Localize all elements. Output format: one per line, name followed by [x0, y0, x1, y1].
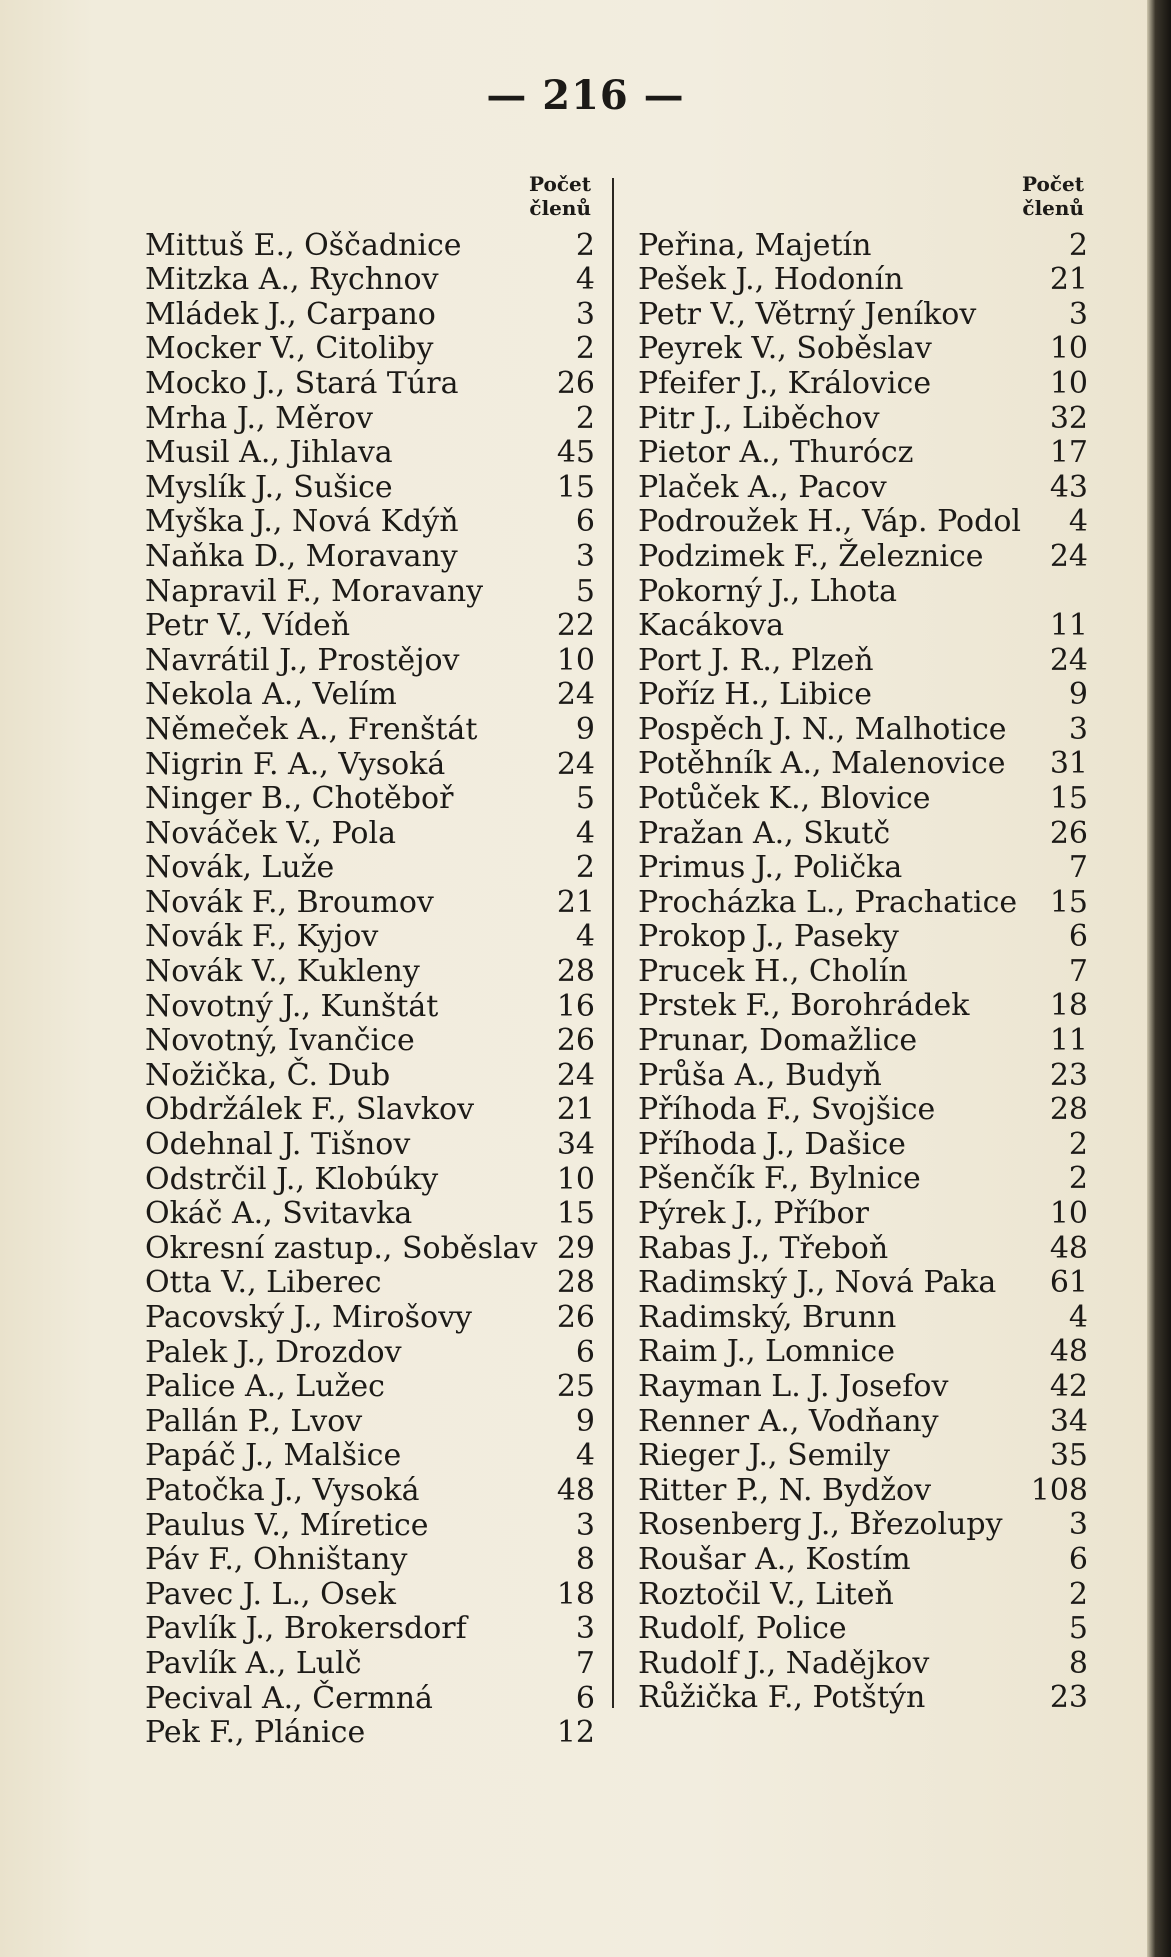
list-item: [638, 1577, 1088, 1612]
list-item: [145, 1266, 595, 1301]
member-name: Potěhník A., Malenovice: [638, 746, 1006, 782]
member-name: Radimský, Brunn: [638, 1299, 897, 1335]
member-count: 4: [575, 919, 595, 955]
member-name: Rosenberg J., Březolupy: [638, 1507, 1003, 1543]
member-name: Pacovský J., Mirošovy: [145, 1300, 472, 1335]
list-item: [638, 574, 1088, 643]
member-count: 7: [1068, 850, 1088, 886]
member-name: Rieger J., Semily: [638, 1438, 890, 1474]
member-name: Odehnal J. Tišnov: [145, 1127, 411, 1163]
list-item: [638, 366, 1088, 401]
list-item: [145, 436, 595, 471]
member-count: 23: [1049, 1057, 1088, 1093]
list-item: [638, 505, 1088, 540]
list-item: [638, 1612, 1088, 1647]
list-item: [145, 1093, 595, 1128]
member-name: Mocko J., Stará Túra: [145, 365, 459, 401]
member-count: 6: [575, 1680, 595, 1716]
member-name: Pek F., Plánice: [145, 1715, 366, 1751]
member-name: Páv F., Ohništany: [145, 1542, 408, 1578]
member-name: Musil A., Jihlava: [145, 435, 393, 471]
member-count: 15: [1049, 884, 1088, 920]
list-item: [638, 851, 1088, 886]
column-header-right: [638, 172, 1088, 228]
list-item: [145, 1473, 595, 1508]
member-name: Palice A., Lužec: [145, 1369, 385, 1405]
list-item: [638, 1093, 1088, 1128]
member-count: 2: [1068, 1126, 1088, 1162]
list-item: [638, 1023, 1088, 1058]
member-name: Peyrek V., Soběslav: [638, 331, 932, 367]
book-edge: [1147, 0, 1171, 1957]
member-count: 4: [575, 262, 595, 298]
member-name: Mládek J., Carpano: [145, 296, 436, 332]
list-item: [638, 1646, 1088, 1681]
list-item: [638, 228, 1088, 263]
list-item: [145, 1612, 595, 1647]
member-name: Růžička F., Potštýn: [638, 1680, 926, 1716]
member-name: Pokorný J., Lhota Kacákova: [638, 573, 897, 643]
member-count: 24: [556, 1057, 595, 1093]
member-name: Rayman L. J. Josefov: [638, 1369, 949, 1404]
list-item: [145, 263, 595, 298]
member-count: 8: [1068, 1645, 1088, 1681]
member-count: 45: [556, 435, 595, 471]
list-item: [145, 1508, 595, 1543]
list-item: [638, 1508, 1088, 1543]
member-count: 15: [556, 1196, 595, 1232]
member-count: 5: [575, 573, 595, 609]
member-count: 18: [1049, 988, 1088, 1024]
member-count: 28: [1049, 1092, 1088, 1128]
list-item: [638, 1681, 1088, 1716]
member-name: Petr V., Vídeň: [145, 608, 351, 644]
member-count: 22: [556, 608, 595, 644]
member-name: Papáč J., Malšice: [145, 1438, 402, 1474]
list-item: [145, 816, 595, 851]
member-name: Plaček A., Pacov: [638, 469, 887, 505]
member-name: Roztočil V., Liteň: [638, 1576, 894, 1612]
list-item: [638, 401, 1088, 436]
list-item: [638, 781, 1088, 816]
list-item: [145, 366, 595, 401]
member-count: 18: [556, 1576, 595, 1612]
member-name: Němeček A., Frenštát: [145, 711, 478, 747]
member-name: Procházka L., Prachatice: [638, 884, 1018, 920]
member-count: 4: [1068, 504, 1088, 540]
member-name: Radimský J., Nová Paka: [638, 1265, 997, 1301]
member-name: Pecival A., Čermná: [145, 1680, 433, 1716]
member-name: Podroužek H., Váp. Podol: [638, 504, 1021, 540]
member-count: 4: [575, 1438, 595, 1474]
member-name: Myslík J., Sušice: [145, 469, 393, 505]
list-item: [638, 297, 1088, 332]
member-count: 21: [1049, 262, 1088, 298]
member-name: Palek J., Drozdov: [145, 1334, 402, 1370]
member-count: 28: [556, 954, 595, 990]
member-count: 3: [1068, 711, 1088, 747]
list-item: [638, 1439, 1088, 1474]
member-name: Obdržálek F., Slavkov: [145, 1092, 475, 1128]
member-count: 17: [1049, 435, 1088, 471]
member-name: Novák F., Broumov: [145, 884, 434, 920]
list-item: [638, 470, 1088, 505]
member-count: 8: [575, 1542, 595, 1578]
member-name: Roušar A., Kostím: [638, 1541, 911, 1577]
member-name: Okresní zastup., Soběslav: [145, 1230, 538, 1266]
header-line2: členů: [1022, 196, 1084, 220]
member-count: 10: [556, 1161, 595, 1197]
member-count: 10: [1049, 331, 1088, 367]
member-name: Myška J., Nová Kdýň: [145, 504, 459, 540]
member-count: 12: [556, 1715, 595, 1751]
list-item: [638, 1127, 1088, 1162]
list-item: [145, 574, 595, 609]
member-count: 23: [1049, 1680, 1088, 1716]
list-item: [145, 539, 595, 574]
member-count: 6: [1068, 1541, 1088, 1577]
list-item: [638, 1369, 1088, 1404]
member-count: 9: [575, 1403, 595, 1439]
list-item: [638, 712, 1088, 747]
member-count: 29: [556, 1230, 595, 1266]
list-item: [638, 678, 1088, 713]
member-count: 9: [575, 711, 595, 747]
list-item: [638, 1058, 1088, 1093]
member-name: Prokop J., Paseky: [638, 919, 899, 955]
list-item: [145, 609, 595, 644]
member-count: 6: [1068, 919, 1088, 955]
member-name: Renner A., Vodňany: [638, 1403, 939, 1439]
member-count: 48: [556, 1472, 595, 1508]
member-name: Prucek H., Cholín: [638, 953, 908, 989]
member-count: 3: [1068, 296, 1088, 332]
member-count: 7: [1068, 953, 1088, 989]
list-item: [638, 643, 1088, 678]
list-item: [145, 747, 595, 782]
member-count: 35: [1049, 1438, 1088, 1474]
member-count: 108: [1030, 1472, 1088, 1508]
member-count: 5: [1068, 1611, 1088, 1647]
member-name: Okáč A., Svitavka: [145, 1196, 413, 1232]
page-number: — 216 —: [486, 72, 685, 119]
list-item: [145, 989, 595, 1024]
list-item: [145, 1197, 595, 1232]
member-count: 26: [556, 1023, 595, 1059]
member-name: Paulus V., Míretice: [145, 1507, 429, 1543]
list-item: [638, 1473, 1088, 1508]
member-count: 15: [556, 469, 595, 505]
member-count: 5: [575, 781, 595, 817]
member-name: Nekola A., Velím: [145, 677, 397, 713]
member-name: Napravil F., Moravany: [145, 573, 484, 609]
list-item: [145, 678, 595, 713]
member-count: 32: [1049, 400, 1088, 436]
member-name: Pfeifer J., Královice: [638, 365, 932, 401]
header-line1: Počet: [529, 172, 591, 196]
list-item: [638, 1300, 1088, 1335]
header-line2: členů: [529, 196, 591, 220]
member-name: Potůček K., Blovice: [638, 780, 931, 816]
member-count: 11: [1049, 607, 1088, 643]
member-name: Odstrčil J., Klobúky: [145, 1161, 439, 1197]
member-count: 34: [556, 1127, 595, 1163]
member-name: Pospěch J. N., Malhotice: [638, 711, 1007, 747]
member-count: 34: [1049, 1403, 1088, 1439]
member-name: Mrha J., Měrov: [145, 400, 373, 436]
member-count: 7: [575, 1645, 595, 1681]
list-item: [638, 1404, 1088, 1439]
member-name: Pallán P., Lvov: [145, 1403, 363, 1439]
list-item: [145, 1127, 595, 1162]
member-count: 24: [556, 746, 595, 782]
list-item: [638, 1542, 1088, 1577]
list-item: [145, 1681, 595, 1716]
right-column: [638, 172, 1088, 1715]
member-count: 61: [1049, 1265, 1088, 1301]
member-count: 21: [556, 884, 595, 920]
list-item: [638, 989, 1088, 1024]
member-count: 6: [575, 1334, 595, 1370]
member-count: 3: [575, 1507, 595, 1543]
member-name: Mittuš E., Oščadnice: [145, 227, 462, 263]
member-name: Naňka D., Moravany: [145, 538, 458, 574]
list-item: [638, 539, 1088, 574]
member-name: Novotný J., Kunštát: [145, 988, 439, 1024]
member-count: 26: [1049, 815, 1088, 851]
member-count: 24: [556, 677, 595, 713]
member-count: 3: [575, 538, 595, 574]
member-name: Pražan A., Skutč: [638, 815, 891, 851]
member-name: Primus J., Polička: [638, 850, 903, 886]
member-count: 26: [556, 1300, 595, 1335]
member-name: Pýrek J., Příbor: [638, 1196, 869, 1232]
member-list-left: [145, 228, 595, 1750]
member-count: 3: [575, 1611, 595, 1647]
member-name: Rudolf, Police: [638, 1611, 847, 1647]
member-name: Novák F., Kyjov: [145, 919, 379, 955]
list-item: [145, 712, 595, 747]
member-count: 26: [556, 365, 595, 401]
list-item: [145, 920, 595, 955]
member-count: 43: [1049, 469, 1088, 505]
member-name: Prstek F., Borohrádek: [638, 988, 970, 1024]
list-item: [145, 885, 595, 920]
list-item: [638, 954, 1088, 989]
member-name: Petr V., Větrný Jeníkov: [638, 296, 977, 332]
member-name: Novotný, Ivančice: [145, 1023, 415, 1059]
member-count: 31: [1049, 746, 1088, 782]
member-count: 48: [1049, 1230, 1088, 1266]
member-name: Pavec J. L., Osek: [145, 1576, 396, 1612]
member-count: 2: [1068, 1161, 1088, 1197]
member-count: 2: [575, 850, 595, 886]
list-item: [145, 1404, 595, 1439]
member-name: Nožička, Č. Dub: [145, 1057, 391, 1093]
member-name: Pavlík J., Brokersdorf: [145, 1611, 467, 1647]
list-item: [638, 263, 1088, 298]
list-item: [638, 1266, 1088, 1301]
member-count: 10: [1049, 365, 1088, 401]
list-item: [145, 1370, 595, 1405]
list-item: [638, 1162, 1088, 1197]
member-name: Rabas J., Třeboň: [638, 1230, 889, 1266]
member-name: Nováček V., Pola: [145, 815, 396, 851]
list-item: [145, 332, 595, 367]
member-count: 3: [1068, 1507, 1088, 1543]
member-count: 11: [1049, 1023, 1088, 1059]
member-count: 2: [575, 400, 595, 436]
list-item: [145, 401, 595, 436]
member-count: 16: [556, 988, 595, 1024]
member-name: Pšenčík F., Bylnice: [638, 1161, 921, 1197]
list-item: [145, 1335, 595, 1370]
member-count: 21: [556, 1092, 595, 1128]
member-count: 2: [575, 227, 595, 263]
list-item: [638, 1196, 1088, 1231]
member-name: Navrátil J., Prostějov: [145, 642, 460, 678]
list-item: [145, 1058, 595, 1093]
member-count: 9: [1068, 677, 1088, 713]
member-name: Novák V., Kukleny: [145, 954, 420, 990]
member-name: Ninger B., Chotěboř: [145, 781, 454, 817]
member-name: Poříz H., Libice: [638, 677, 872, 713]
member-count: 24: [1049, 538, 1088, 574]
member-name: Novák, Luže: [145, 850, 335, 886]
member-name: Mitzka A., Rychnov: [145, 262, 439, 298]
member-count: 48: [1049, 1334, 1088, 1370]
member-name: Ritter P., N. Bydžov: [638, 1472, 932, 1508]
member-name: Prunar, Domažlice: [638, 1023, 918, 1059]
list-item: [145, 1716, 595, 1751]
member-count: 4: [575, 815, 595, 851]
list-item: [145, 505, 595, 540]
member-name: Pietor A., Thurócz: [638, 435, 914, 471]
list-item: [145, 954, 595, 989]
list-item: [145, 1439, 595, 1474]
list-item: [638, 332, 1088, 367]
list-item: [145, 1300, 595, 1335]
member-name: Patočka J., Vysoká: [145, 1472, 420, 1508]
list-item: [638, 885, 1088, 920]
member-name: Otta V., Liberec: [145, 1265, 382, 1301]
list-item: [145, 1543, 595, 1578]
member-name: Pitr J., Liběchov: [638, 400, 880, 436]
member-name: Pavlík A., Lulč: [145, 1645, 362, 1681]
member-name: Podzimek F., Železnice: [638, 538, 984, 574]
member-count: 2: [1068, 227, 1088, 263]
list-item: [145, 851, 595, 886]
list-item: [638, 816, 1088, 851]
left-column: [145, 172, 595, 1750]
member-count: 10: [556, 642, 595, 678]
member-name: Raim J., Lomnice: [638, 1334, 895, 1370]
member-count: 2: [1068, 1576, 1088, 1612]
list-item: [145, 1231, 595, 1266]
list-item: [145, 1577, 595, 1612]
list-item: [145, 1646, 595, 1681]
member-count: 6: [575, 504, 595, 540]
member-count: 4: [1068, 1299, 1088, 1335]
member-count: 42: [1049, 1369, 1088, 1404]
list-item: [145, 782, 595, 817]
list-item: [145, 228, 595, 263]
member-count: 28: [556, 1265, 595, 1301]
member-count: 24: [1049, 642, 1088, 678]
member-count: 3: [575, 296, 595, 332]
member-name: Pešek J., Hodonín: [638, 262, 904, 298]
header-line1: Počet: [1022, 172, 1084, 196]
list-item: [638, 1231, 1088, 1266]
list-item: [145, 1024, 595, 1059]
list-item: [145, 470, 595, 505]
list-item: [145, 643, 595, 678]
column-header-left: [145, 172, 595, 228]
member-list-right: [638, 228, 1088, 1715]
member-name: Průša A., Budyň: [638, 1057, 882, 1093]
member-name: Rudolf J., Nadějkov: [638, 1645, 930, 1681]
list-item: [638, 747, 1088, 782]
list-item: [638, 920, 1088, 955]
member-name: Port J. R., Plzeň: [638, 642, 874, 678]
list-item: [145, 1162, 595, 1197]
member-name: Příhoda J., Dašice: [638, 1126, 906, 1162]
member-name: Peřina, Majetín: [638, 227, 872, 263]
member-name: Mocker V., Citoliby: [145, 331, 434, 367]
list-item: [638, 1335, 1088, 1370]
member-count: 25: [556, 1369, 595, 1405]
member-name: Příhoda F., Svojšice: [638, 1092, 936, 1128]
member-count: 2: [575, 331, 595, 367]
list-item: [638, 436, 1088, 471]
list-item: [145, 297, 595, 332]
member-count: 15: [1049, 780, 1088, 816]
member-name: Nigrin F. A., Vysoká: [145, 746, 446, 782]
column-divider: [612, 178, 614, 1708]
member-count: 10: [1049, 1196, 1088, 1232]
